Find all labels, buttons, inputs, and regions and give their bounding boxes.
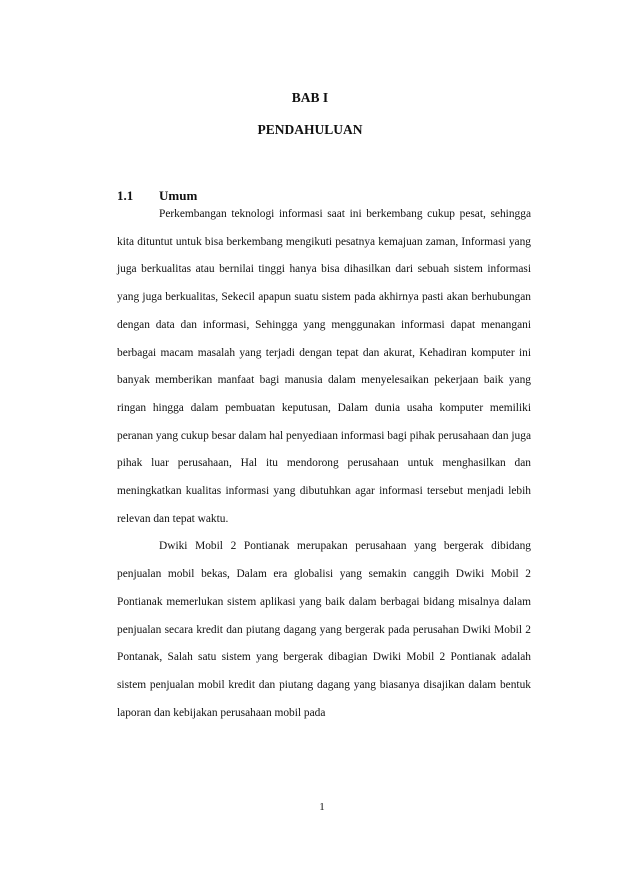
page-number: 1 xyxy=(319,801,325,813)
section-title: Umum xyxy=(159,188,198,203)
paragraph: Dwiki Mobil 2 Pontianak merupakan perusahaan yang bergerak dibidang penjualan mobil bekas, Dalam era globalisi yang semakin canggih Dwiki Mobil 2 Pontianak memerlukan sistem aplikasi yang baik dalam berbagai bidang misalnya dalam penjualan secara kredit dan piutang dagang yang bergerak pada perusahan Dwiki Mobil 2 Pontanak, Salah satu sistem yang bergerak dibagian Dwiki Mobil 2 Pontianak adalah sistem penjualan mobil kredit dan piutang dagang yang biasanya disajikan dalam bentuk laporan dan kebijakan perusahaan mobil pada xyxy=(117,540,531,719)
body-text xyxy=(117,201,531,727)
paragraph: Perkembangan teknologi informasi saat ini berkembang cukup pesat, sehingga kita dituntut untuk bisa berkembang mengikuti pesatnya kemajuan zaman, Informasi yang juga berkualitas atau bernilai tinggi hanya bisa dihasilkan dari sebuah sistem informasi yang juga berkualitas, Sekecil apapun suatu sistem pada akhirnya pasti akan berhubungan dengan data dan informasi, Sehingga yang menggunakan informasi dapat menangani berbagai macam masalah yang terjadi dengan tepat dan akurat, Kehadiran komputer ini banyak memberikan manfaat bagi manusia dalam menyelesaikan pekerjaan baik yang ringan hingga dalam pembuatan keputusan, Dalam dunia usaha komputer memiliki peranan yang cukup besar dalam hal penyediaan informasi bagi pihak perusahaan dan juga pihak luar perusahaan, Hal itu mendorong perusahaan untuk menghasilkan dan meningkatkan kualitas informasi yang dibutuhkan agar informasi tersebut menjadi lebih relevan dan tepat waktu. xyxy=(117,208,531,525)
chapter-label: BAB I xyxy=(291,90,329,105)
chapter-title: PENDAHULUAN xyxy=(257,122,363,137)
section-number: 1.1 xyxy=(117,188,134,203)
